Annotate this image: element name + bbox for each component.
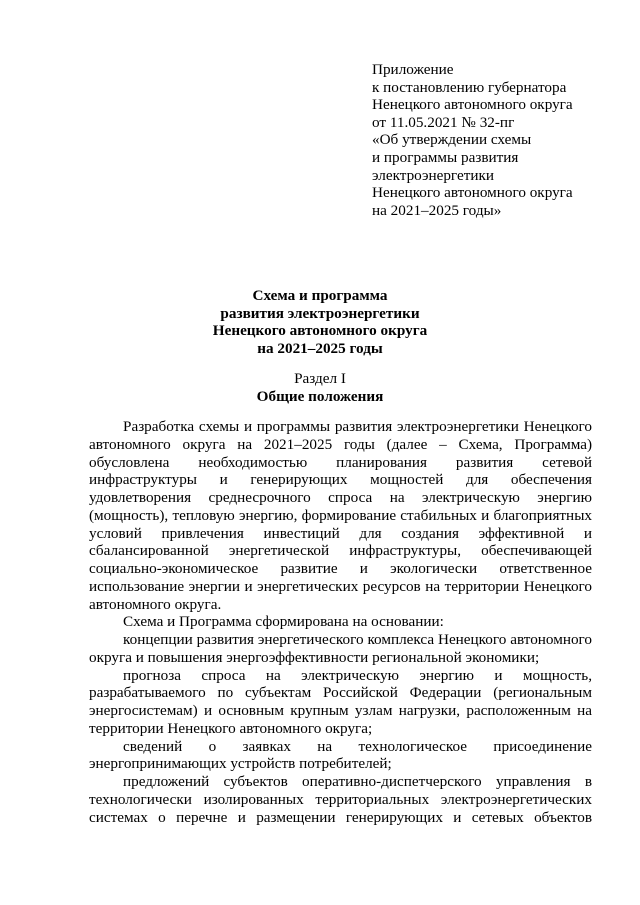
appendix-line: электроэнергетики <box>372 166 494 184</box>
paragraph: Разработка схемы и программы развития электроэнергетики Ненецкого автономного округа на 2021–2025 годы (далее – Схема, Программа) обусловлена необходимостью планирования развития сетевой инфраструктуры и генерирующих мощностей для обеспечения удовлетворения среднесрочного спроса на электрическую энергию (мощность), тепловую энергию, формирование стабильных и благоприятных условий привлечения инвестиций для создания эффективной и сбалансированной энергетической инфраструктуры, обеспечивающей социально-экономическое развитие и экологически ответственное использование энергии и энергетических ресурсов на территории Ненецкого автономного округа. <box>89 418 592 613</box>
appendix-line: Ненецкого автономного округа <box>372 184 573 202</box>
title-line: развития электроэнергетики <box>220 304 420 322</box>
appendix-line: Приложение <box>372 61 454 78</box>
title-line: Схема и программа <box>252 287 388 304</box>
paragraph: концепции развития энергетического комплекса Ненецкого автономного округа и повышения энергоэффективности региональной экономики; <box>89 631 592 666</box>
title-line: на 2021–2025 годы <box>257 339 383 357</box>
paragraph: Схема и Программа сформирована на основании: <box>123 613 444 631</box>
paragraph: предложений субъектов оперативно-диспетчерского управления в технологически изолированных территориальных электроэнергетических системах о перечне и размещении генерирующих и сетевых объектов <box>89 773 592 826</box>
paragraph: прогноза спроса на электрическую энергию и мощность, разрабатываемого по субъектам Российской Федерации (региональным энергосистемам) и основным крупным узлам нагрузки, расположенным на территории Ненецкого автономного округа; <box>89 666 592 737</box>
appendix-line: к постановлению губернатора <box>372 78 567 96</box>
appendix-line: и программы развития <box>372 148 519 166</box>
section-number: Раздел I <box>294 370 346 387</box>
body-text <box>89 418 592 826</box>
appendix-line: Ненецкого автономного округа <box>372 96 573 114</box>
appendix-line: «Об утверждении схемы <box>372 131 532 149</box>
document-title <box>0 287 640 357</box>
appendix-line: от 11.05.2021 № 32-пг <box>372 113 515 131</box>
paragraph: сведений о заявках на технологическое присоединение энергопринимающих устройств потребителей; <box>89 737 592 773</box>
section-heading: Общие положения <box>256 388 384 405</box>
appendix-block <box>372 61 612 219</box>
appendix-line: на 2021–2025 годы» <box>372 201 502 219</box>
title-line: Ненецкого автономного округа <box>212 322 428 340</box>
